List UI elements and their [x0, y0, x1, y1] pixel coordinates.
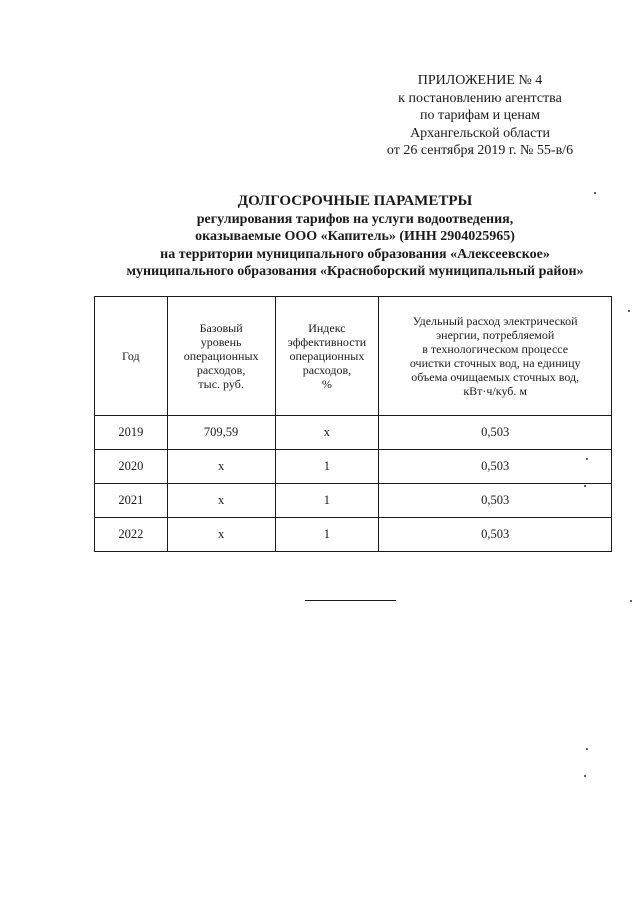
annex-line: к постановлению агентства	[398, 90, 562, 106]
header-line: расходов,	[196, 363, 246, 377]
cell-year: 2021	[95, 484, 168, 518]
annex-line: по тарифам и ценам	[420, 108, 540, 123]
header-line: Индекс	[308, 321, 346, 335]
header-line: объема очищаемых сточных вод,	[411, 370, 580, 384]
annex-date-number: от 26 сентября 2019 г. № 55-в/6	[386, 143, 574, 158]
cell-year: 2019	[95, 416, 168, 450]
table-header-row	[95, 297, 612, 416]
parameters-table	[94, 296, 612, 552]
cell-year: 2020	[95, 450, 168, 484]
cell-energy-consumption: 0,503	[379, 518, 612, 552]
header-line: энергии, потребляемой	[436, 328, 555, 342]
header-line: очистки сточных вод, на единицу	[409, 356, 581, 370]
document-title-block	[80, 193, 630, 281]
scan-speck	[586, 748, 588, 750]
scan-speck	[628, 310, 630, 312]
table-row	[95, 518, 612, 552]
header-line: расходов,	[302, 363, 352, 377]
annex-title: ПРИЛОЖЕНИЕ № 4	[417, 73, 543, 88]
annex-block	[360, 72, 600, 160]
scan-speck	[584, 485, 586, 487]
annex-line: Архангельской области	[410, 125, 550, 141]
header-line: %	[321, 377, 332, 391]
scan-speck	[630, 600, 632, 602]
cell-efficiency-index: x	[275, 416, 379, 450]
cell-efficiency-index: 1	[275, 450, 379, 484]
header-line: уровень	[200, 335, 242, 349]
cell-efficiency-index: 1	[275, 518, 379, 552]
scan-speck	[584, 775, 586, 777]
header-line: кВт·ч/куб. м	[463, 384, 527, 398]
cell-efficiency-index: 1	[275, 484, 379, 518]
cell-energy-consumption: 0,503	[379, 416, 612, 450]
document-subtitle-line: на территории муниципального образования «Алексеевское»	[160, 246, 550, 262]
header-year	[95, 297, 168, 416]
header-line: операционных	[289, 349, 365, 363]
cell-year: 2022	[95, 518, 168, 552]
header-efficiency-index	[275, 297, 379, 416]
cell-energy-consumption: 0,503	[379, 484, 612, 518]
cell-base-opex: 709,59	[167, 416, 275, 450]
cell-base-opex: x	[167, 484, 275, 518]
header-line: тыс. руб.	[198, 377, 244, 391]
cell-energy-consumption: 0,503	[379, 450, 612, 484]
document-subtitle-line: муниципального образования «Красноборский муниципальный район»	[126, 264, 584, 279]
header-line: Базовый	[199, 321, 243, 335]
cell-base-opex: x	[167, 518, 275, 552]
table-row	[95, 450, 612, 484]
document-subtitle-line: регулирования тарифов на услуги водоотведения,	[196, 211, 514, 227]
header-energy-consumption	[379, 297, 612, 416]
header-line: эффективности	[287, 335, 367, 349]
cell-base-opex: x	[167, 450, 275, 484]
scan-speck	[594, 192, 596, 194]
document-subtitle-line: оказываемые ООО «Капитель» (ИНН 2904025965)	[195, 229, 515, 244]
header-line: Удельный расход электрической	[412, 314, 578, 328]
header-line: Год	[122, 349, 140, 363]
header-base-opex	[167, 297, 275, 416]
table-row	[95, 416, 612, 450]
scan-speck	[586, 458, 588, 460]
document-title: ДОЛГОСРОЧНЫЕ ПАРАМЕТРЫ	[237, 193, 473, 209]
table-row	[95, 484, 612, 518]
header-line: операционных	[183, 349, 259, 363]
closing-separator-line	[305, 600, 396, 601]
header-line: в технологическом процессе	[422, 342, 569, 356]
